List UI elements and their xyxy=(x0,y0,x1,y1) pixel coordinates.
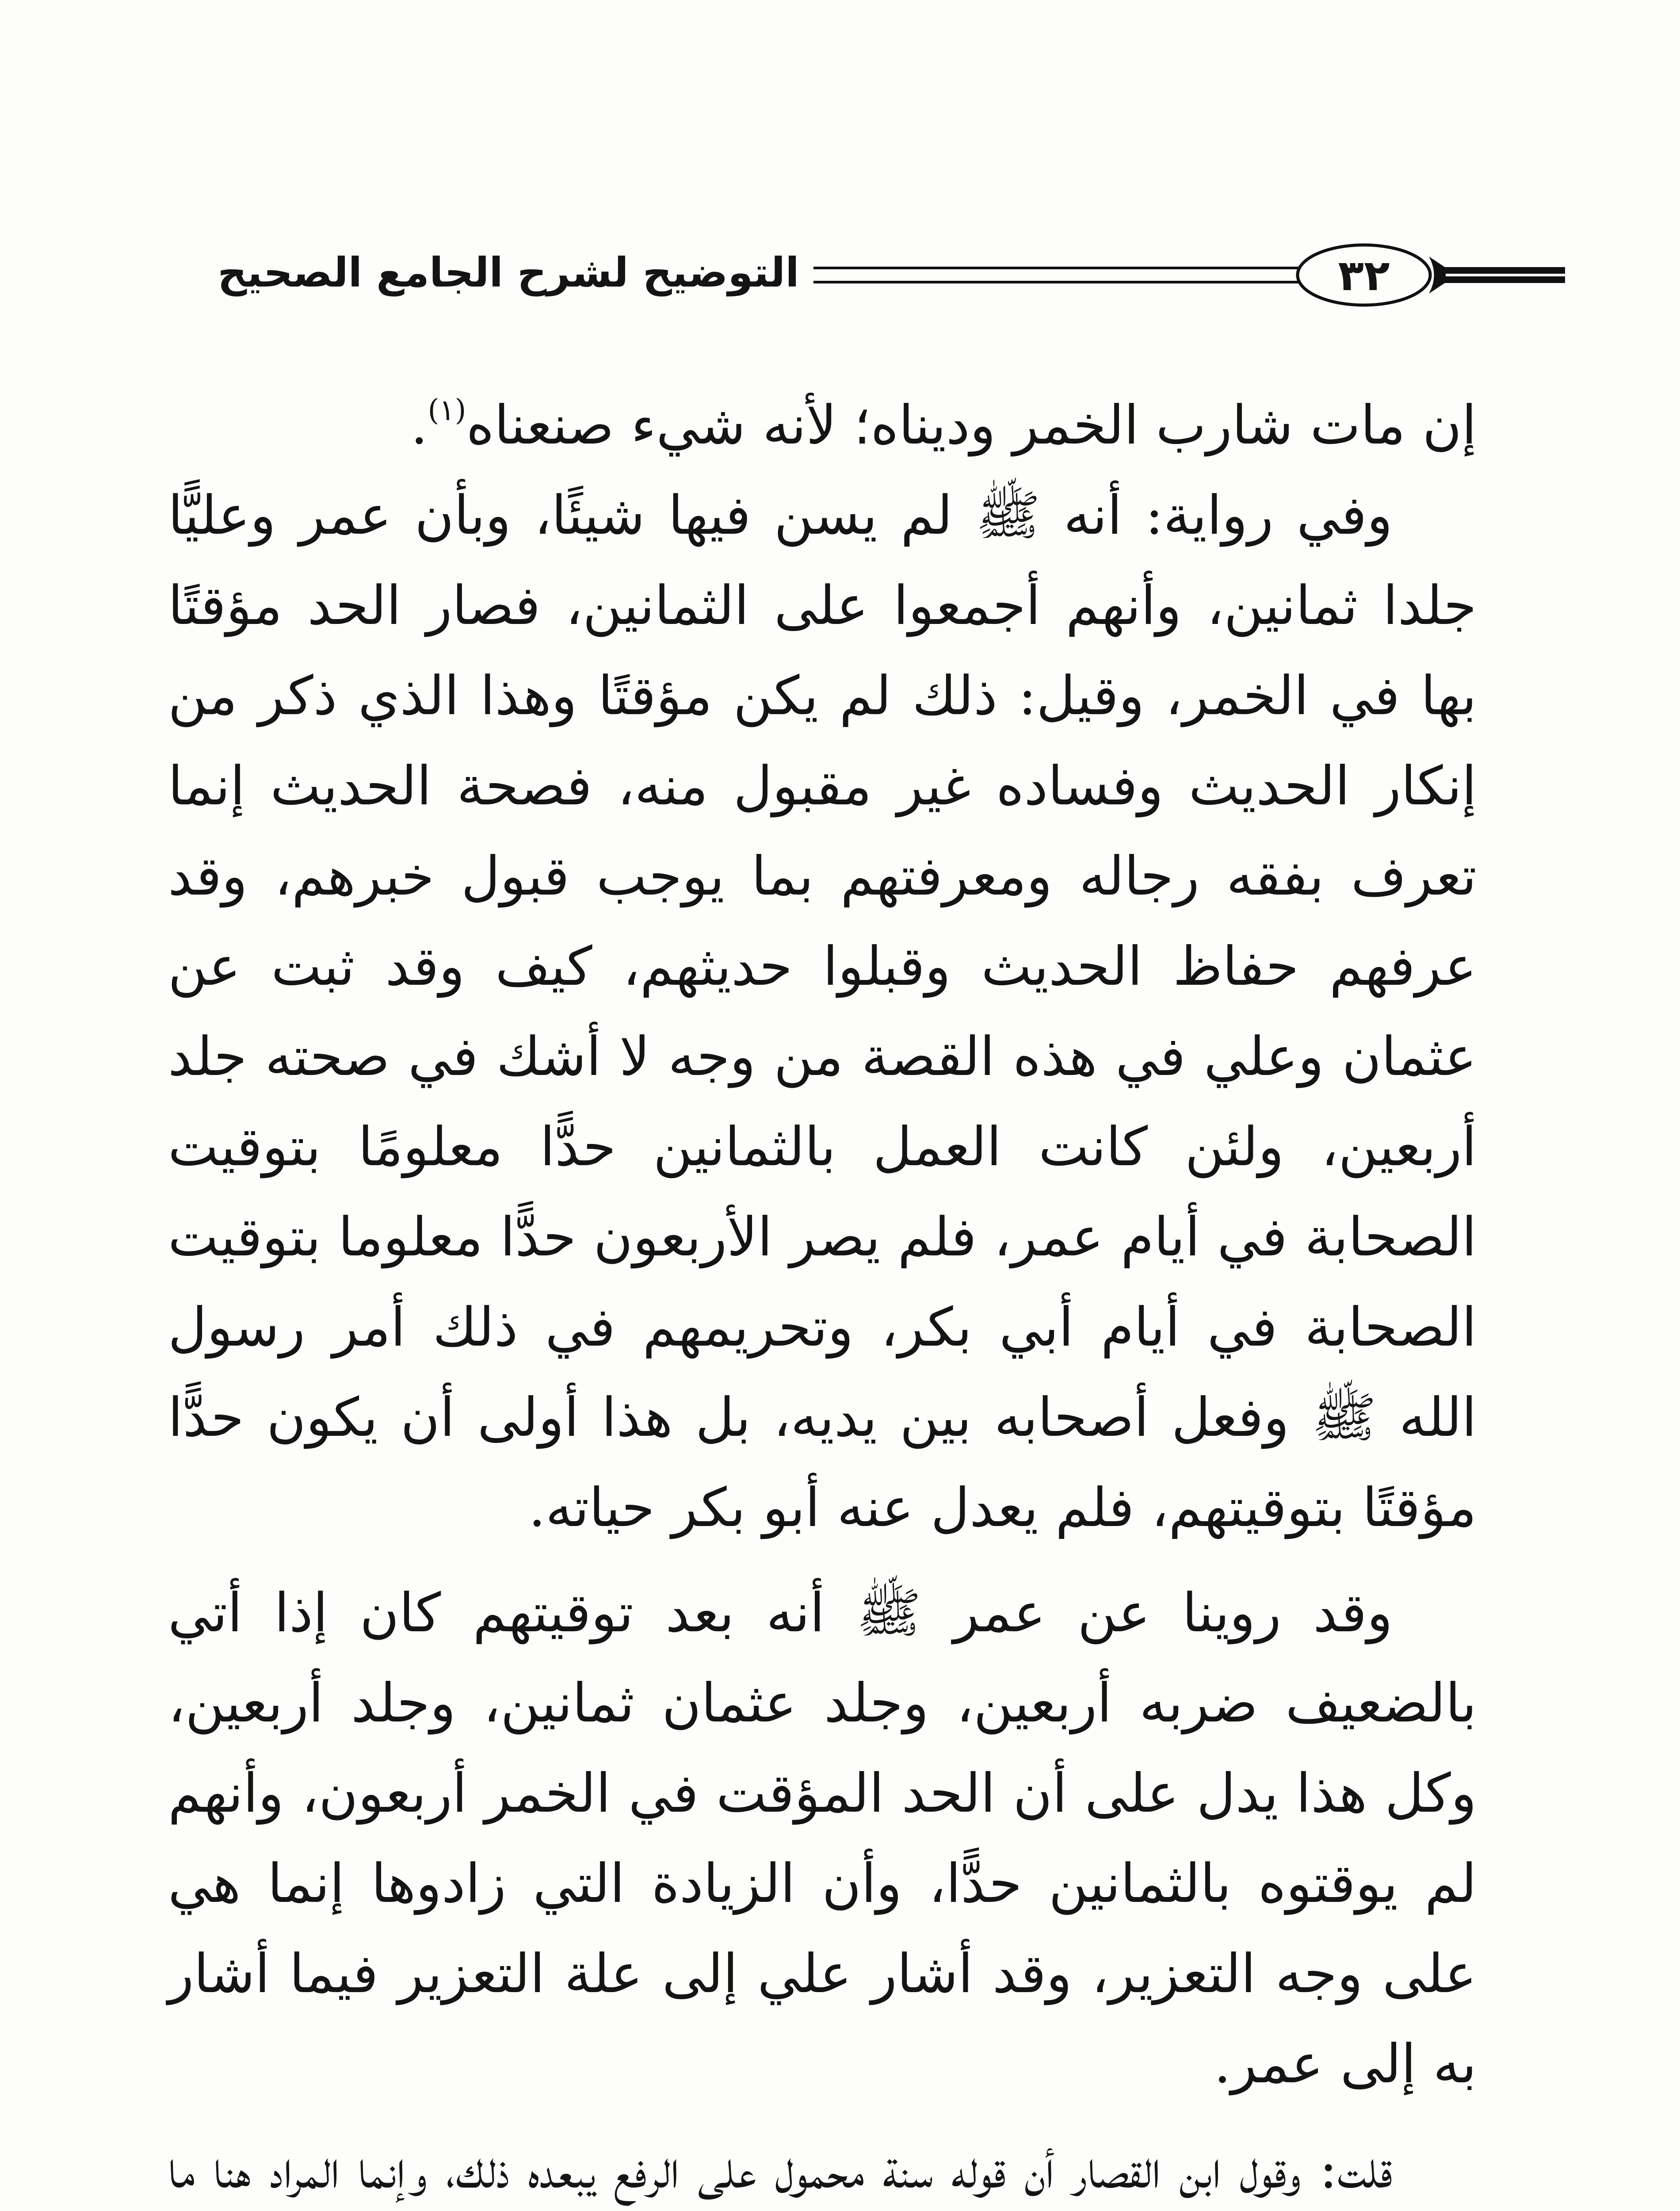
running-header xyxy=(0,0,1680,442)
paragraph-1-end: . xyxy=(411,394,428,456)
running-title: التوضيح لشرح الجامع الصحيح xyxy=(203,240,813,306)
paragraph-3: وقد روينا عن عمر ﷺ أنه بعد توقيتهم كان إذا أتي بالضعيف ضربه أربعين، وجلد عثمان ثمانين، وجلد أربعين، وكل هذا يدل على أن الحد المؤقت في الخمر أربعون، وأنهم لم يوقتوه بالثمانين حدًّا، وأن الزيادة التي زادوها إنما هي على وجه التعزير، وقد أشار علي إلى علة التعزير فيما أشار به إلى عمر. xyxy=(168,1582,1477,2095)
main-text xyxy=(168,380,1477,2211)
header-ornament xyxy=(0,0,1680,442)
page-number: ٣٢ xyxy=(1338,251,1390,300)
footnote-reference[interactable]: (١) xyxy=(428,393,466,427)
paragraph-2: وفي رواية: أنه ﷺ لم يسن فيها شيئًا، وبأن عمر وعليًّا جلدا ثمانين، وأنهم أجمعوا على الثمانين، فصار الحد مؤقتًا بها في الخمر، وقيل: ذلك لم يكن مؤقتًا وهذا الذي ذكر من إنكار الحديث وفساده غير مقبول منه، فصحة الحديث إنما تعرف بفقه رجاله ومعرفتهم بما يوجب قبول خبرهم، وقد عرفهم حفاظ الحديث وقبلوا حديثهم، كيف وقد ثبت عن عثمان وعلي في هذه القصة من وجه لا أشك في صحته جلد أربعين، ولئن كانت العمل بالثمانين حدًّا معلومًا بتوقيت الصحابة في أيام عمر، فلم يصر الأربعون حدًّا معلوما بتوقيت الصحابة في أيام أبي بكر، وتحريمهم في ذلك أمر رسول الله ﷺ وفعل أصحابه بين يديه، بل هذا أولى أن يكون حدًّا مؤقتًا بتوقيتهم، فلم يعدل عنه أبو بكر حياته. xyxy=(168,484,1477,1539)
paragraph-1 xyxy=(168,380,1477,471)
paragraph-4: قلت: وقول ابن القصار أن قوله سنة محمول على الرفع يبعده ذلك، وإنما المراد هنا ما xyxy=(168,2138,1393,2200)
paragraph-1-text: إن مات شارب الخمر وديناه؛ لأنه شيء صنعناه xyxy=(466,394,1477,456)
